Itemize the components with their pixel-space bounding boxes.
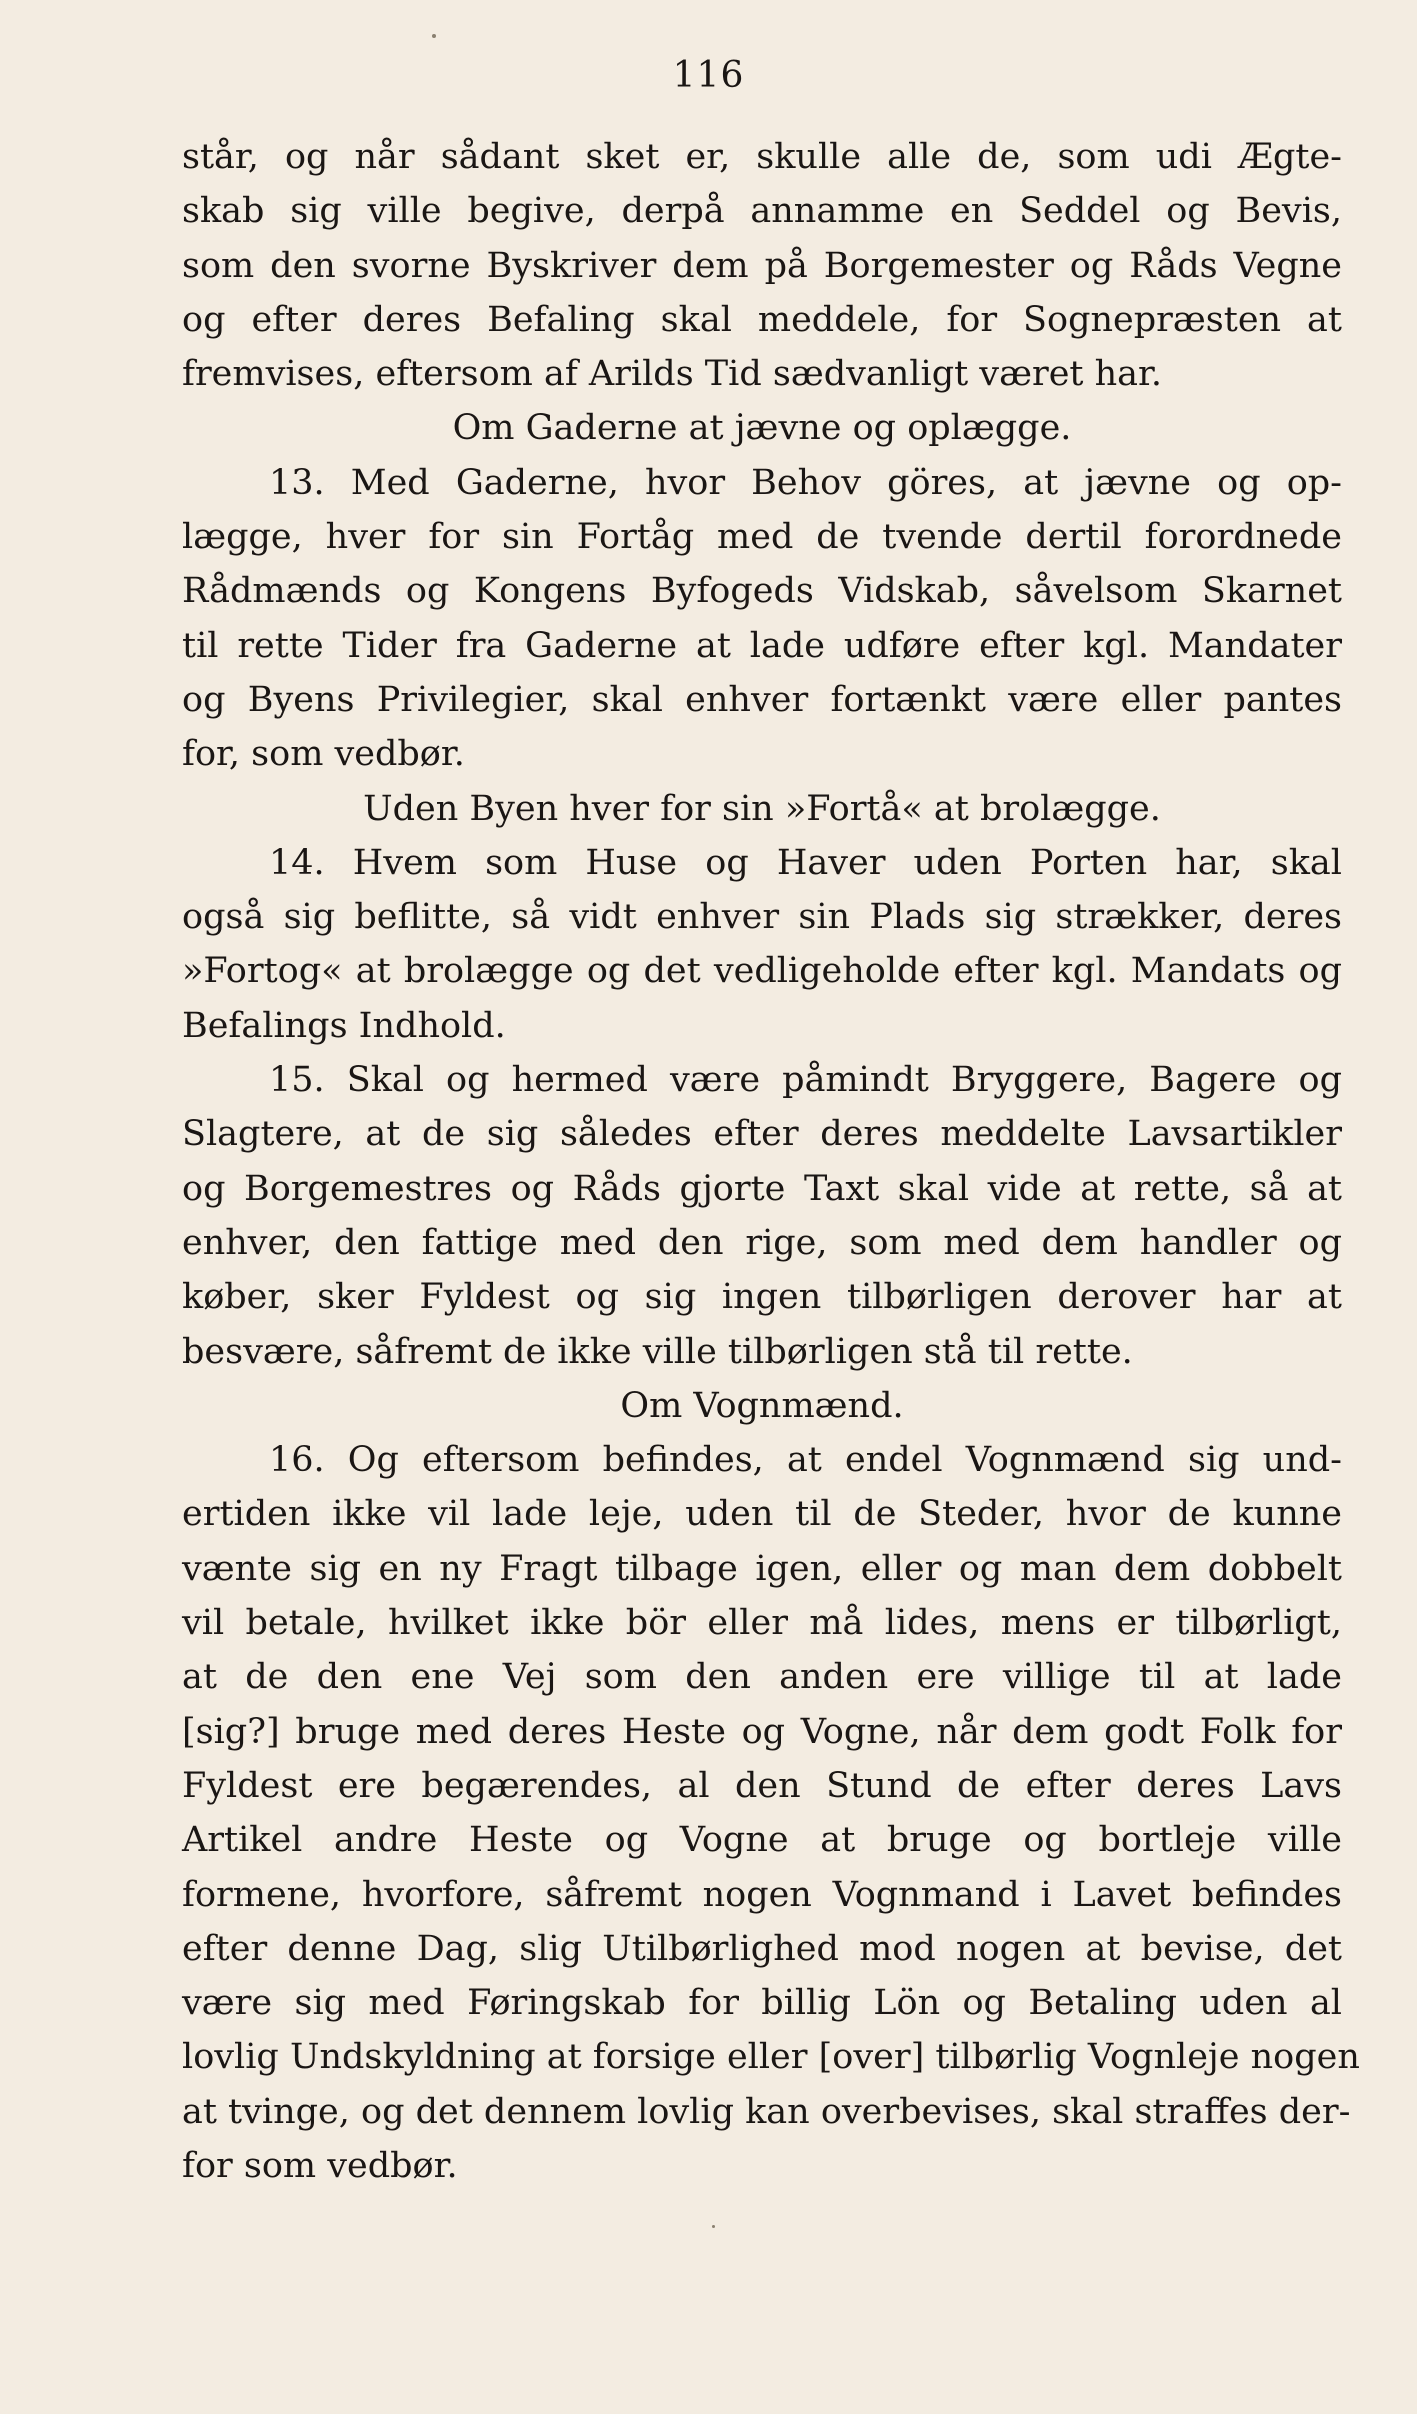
paragraph-first-line: 16. Og eftersom befindes, at endel Vognmænd sig und-	[269, 1440, 1342, 1481]
paper-speck	[432, 34, 436, 38]
text-line: Rådmænds og Kongens Byfogeds Vidskab, såvelsom Skarnet	[182, 571, 1342, 612]
text-line: skab sig ville begive, derpå annamme en Seddel og Bevis,	[182, 191, 1342, 232]
text-line: enhver, den fattige med den rige, som med dem handler og	[182, 1222, 1342, 1263]
text-line: og Borgemestres og Råds gjorte Taxt skal vide at rette, så at	[182, 1168, 1342, 1209]
text-line: Artikel andre Heste og Vogne at bruge og bortleje ville	[182, 1820, 1342, 1861]
text-line: ertiden ikke vil lade leje, uden til de Steder, hvor de kunne	[182, 1494, 1342, 1535]
section-heading: Om Gaderne at jævne og oplægge.	[452, 408, 1072, 449]
text-line: vil betale, hvilket ikke bör eller må lides, mens er tilbørligt,	[182, 1603, 1342, 1644]
text-line: at tvinge, og det dennem lovlig kan overbevises, skal straffes der-	[182, 2091, 1351, 2132]
body-text	[182, 130, 1360, 2193]
paragraph-first-line: 13. Med Gaderne, hvor Behov göres, at jævne og op-	[269, 462, 1342, 503]
paper-speck	[712, 2225, 715, 2228]
text-line: lægge, hver for sin Fortåg med de tvende dertil forordnede	[182, 517, 1342, 558]
text-line: til rette Tider fra Gaderne at lade udføre efter kgl. Mandater	[182, 625, 1342, 666]
text-line: være sig med Føringskab for billig Lön og Betaling uden al	[182, 1983, 1342, 2024]
paragraph-last-line: fremvises, eftersom af Arilds Tid sædvanligt været har.	[182, 354, 1163, 395]
paragraph-first-line: 14. Hvem som Huse og Haver uden Porten har, skal	[269, 842, 1342, 883]
text-line: køber, sker Fyldest og sig ingen tilbørligen derover har at	[182, 1277, 1342, 1318]
text-line: også sig beflitte, så vidt enhver sin Plads sig strækker, deres	[182, 897, 1342, 938]
text-line: Fyldest ere begærendes, al den Stund de efter deres Lavs	[182, 1765, 1342, 1806]
text-line: lovlig Undskyldning at forsige eller [over] tilbørlig Vognleje nogen	[182, 2037, 1360, 2078]
text-line: som den svorne Byskriver dem på Borgemester og Råds Vegne	[182, 245, 1342, 286]
paragraph-last-line: for, som vedbør.	[182, 734, 465, 775]
text-line: står, og når sådant sket er, skulle alle de, som udi Ægte-	[182, 137, 1342, 177]
section-heading: Uden Byen hver for sin »Fortå« at brolægge.	[363, 788, 1161, 829]
paragraph-last-line: Befalings Indhold.	[182, 1005, 506, 1046]
text-line: efter denne Dag, slig Utilbørlighed mod nogen at bevise, det	[182, 1928, 1342, 1969]
text-line: vænte sig en ny Fragt tilbage igen, eller og man dem dobbelt	[182, 1548, 1342, 1589]
text-line: og Byens Privilegier, skal enhver fortænkt være eller pantes	[182, 679, 1342, 720]
page-number: 116	[672, 55, 745, 96]
text-line: Slagtere, at de sig således efter deres meddelte Lavsartikler	[182, 1114, 1342, 1155]
paragraph-last-line: for som vedbør.	[182, 2145, 458, 2186]
section-heading: Om Vognmænd.	[620, 1385, 904, 1426]
paragraph-last-line: besvære, såfremt de ikke ville tilbørligen stå til rette.	[182, 1331, 1133, 1372]
paragraph-first-line: 15. Skal og hermed være påmindt Bryggere, Bagere og	[269, 1060, 1342, 1101]
text-line: formene, hvorfore, såfremt nogen Vognmand i Lavet befindes	[182, 1874, 1342, 1915]
text-line: og efter deres Befaling skal meddele, for Sognepræsten at	[182, 299, 1342, 340]
text-line: at de den ene Vej som den anden ere villige til at lade	[182, 1657, 1342, 1698]
text-line: »Fortog« at brolægge og det vedligeholde efter kgl. Mandats og	[182, 951, 1342, 992]
text-line: [sig?] bruge med deres Heste og Vogne, når dem godt Folk for	[182, 1711, 1342, 1752]
